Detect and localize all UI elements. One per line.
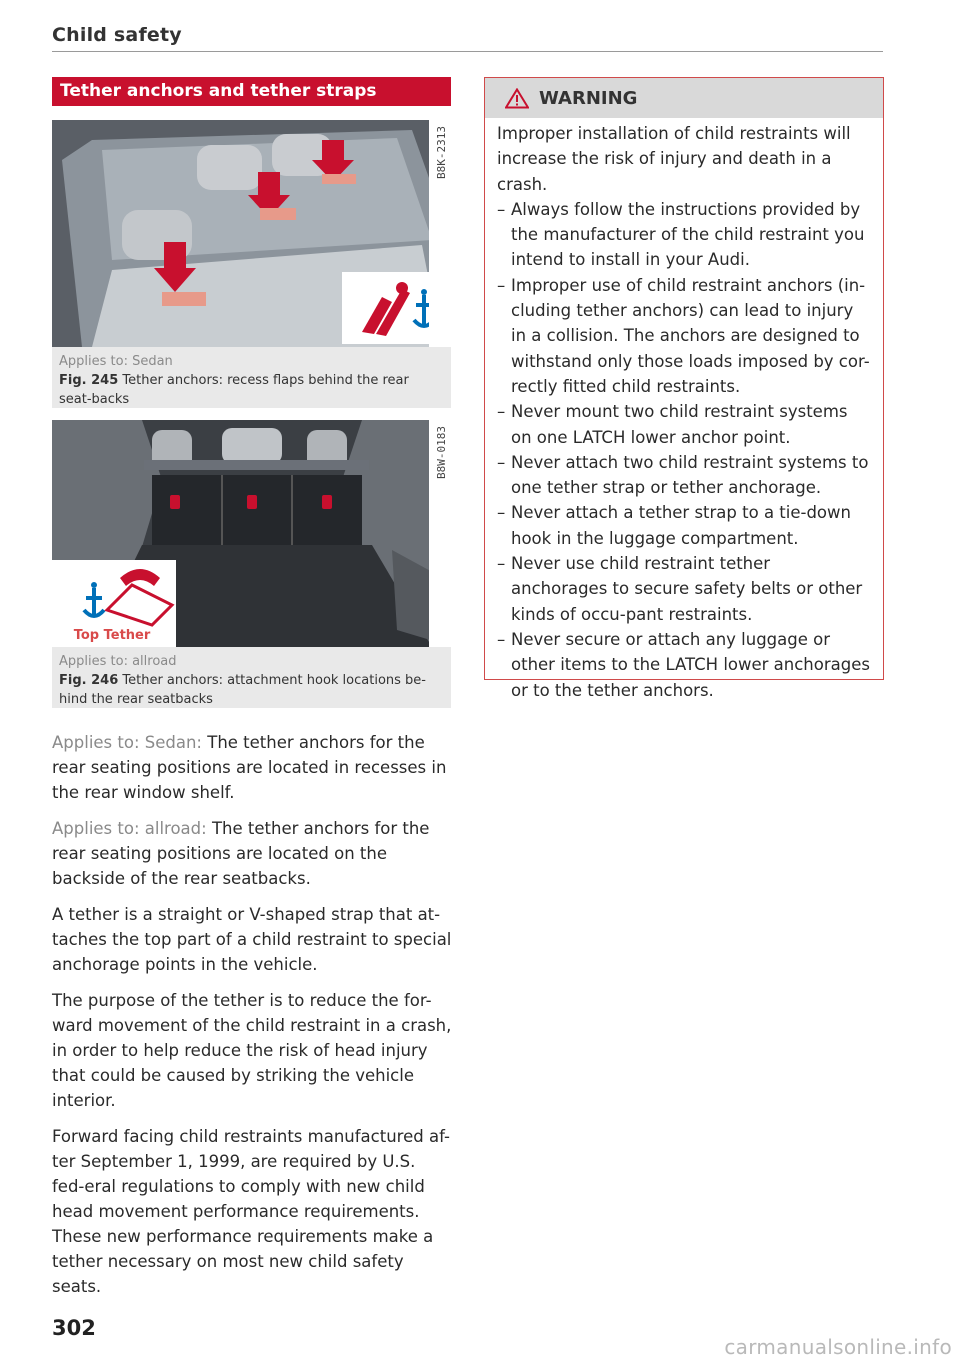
figure-245-code: B8K-2313 [435, 126, 448, 179]
figure-245-photo [52, 120, 451, 347]
section-banner: Tether anchors and tether straps [52, 77, 451, 106]
warning-item: – Never attach two child restraint systems to one tether strap or tether anchorage. [497, 450, 871, 501]
figure-246 [52, 420, 451, 708]
figure-246-caption-text: Tether anchors: attachment hook locations be-hind the rear seatbacks [59, 673, 426, 707]
warning-list [497, 197, 871, 703]
figure-246-label: Fig. 246 [59, 673, 119, 688]
warning-intro: Improper installation of child restraints will increase the risk of injury and death in a crash. [497, 124, 851, 194]
header-divider [52, 51, 883, 52]
top-tether-badge-text: Top Tether [73, 628, 151, 643]
figure-246-applies: Applies to: allroad [59, 654, 177, 669]
body-paragraph-allroad [52, 816, 452, 891]
figure-245 [52, 120, 451, 408]
figure-245-applies: Applies to: Sedan [59, 354, 173, 369]
watermark: carmanualsonline.info [724, 1335, 952, 1359]
applies-sedan: Applies to: Sedan: [52, 733, 202, 752]
page-number: 302 [52, 1316, 96, 1340]
warning-item: – Never use child restraint tether anchorages to secure safety belts or other kinds of occu-pant restraints. [497, 551, 871, 627]
warning-triangle-icon [505, 88, 529, 109]
body-paragraph-sedan [52, 730, 452, 805]
figure-245-caption [59, 352, 444, 409]
applies-allroad: Applies to: allroad: [52, 819, 207, 838]
figure-246-code: B8W-0183 [435, 426, 448, 479]
figure-245-caption-text: Tether anchors: recess flaps behind the rear seat-backs [59, 373, 409, 407]
page-header-title: Child safety [52, 24, 182, 46]
warning-header [485, 78, 883, 118]
warning-item: – Always follow the instructions provided by the manufacturer of the child restraint you intend to install in your Audi. [497, 197, 871, 273]
warning-title: WARNING [539, 87, 638, 109]
paragraph-sedan-text: The tether anchors for the rear seating positions are located in recesses in the rear window shelf. [52, 733, 447, 802]
body-paragraph-regulations: Forward facing child restraints manufactured af-ter September 1, 1999, are required by U.S. fed-eral regulations to comply with new child head movement performance requirements. These new performance requirements make a tether necessary on most new child safety seats. [52, 1127, 450, 1296]
figure-245-code-strip [429, 120, 451, 347]
warning-item: – Never mount two child restraint systems on one LATCH lower anchor point. [497, 399, 871, 450]
warning-item: – Never secure or attach any luggage or other items to the LATCH lower anchorages or to the tether anchors. [497, 627, 871, 703]
warning-body [485, 118, 883, 703]
figure-245-label: Fig. 245 [59, 373, 119, 388]
warning-box [484, 77, 884, 700]
body-paragraph-tether-definition: A tether is a straight or V-shaped strap that at-taches the top part of a child restraint to special anchorage points in the vehicle. [52, 905, 452, 974]
warning-item: – Never attach a tether strap to a tie-down hook in the luggage compartment. [497, 500, 871, 551]
figure-246-photo [52, 420, 451, 647]
figure-246-caption [59, 652, 444, 709]
body-text [52, 730, 452, 1310]
body-paragraph-tether-purpose: The purpose of the tether is to reduce the for-ward movement of the child restraint in a crash, in order to help reduce the risk of head injury that could be caused by striking the vehicle interior. [52, 991, 452, 1110]
paragraph-allroad-text: The tether anchors for the rear seating positions are located on the backside of the rear seatbacks. [52, 819, 430, 888]
warning-item: – Improper use of child restraint anchors (in-cluding tether anchors) can lead to injury in a collision. The anchors are designed to withstand only those loads imposed by cor-rectly fitted child restraints. [497, 273, 871, 399]
figure-246-code-strip [429, 420, 451, 647]
